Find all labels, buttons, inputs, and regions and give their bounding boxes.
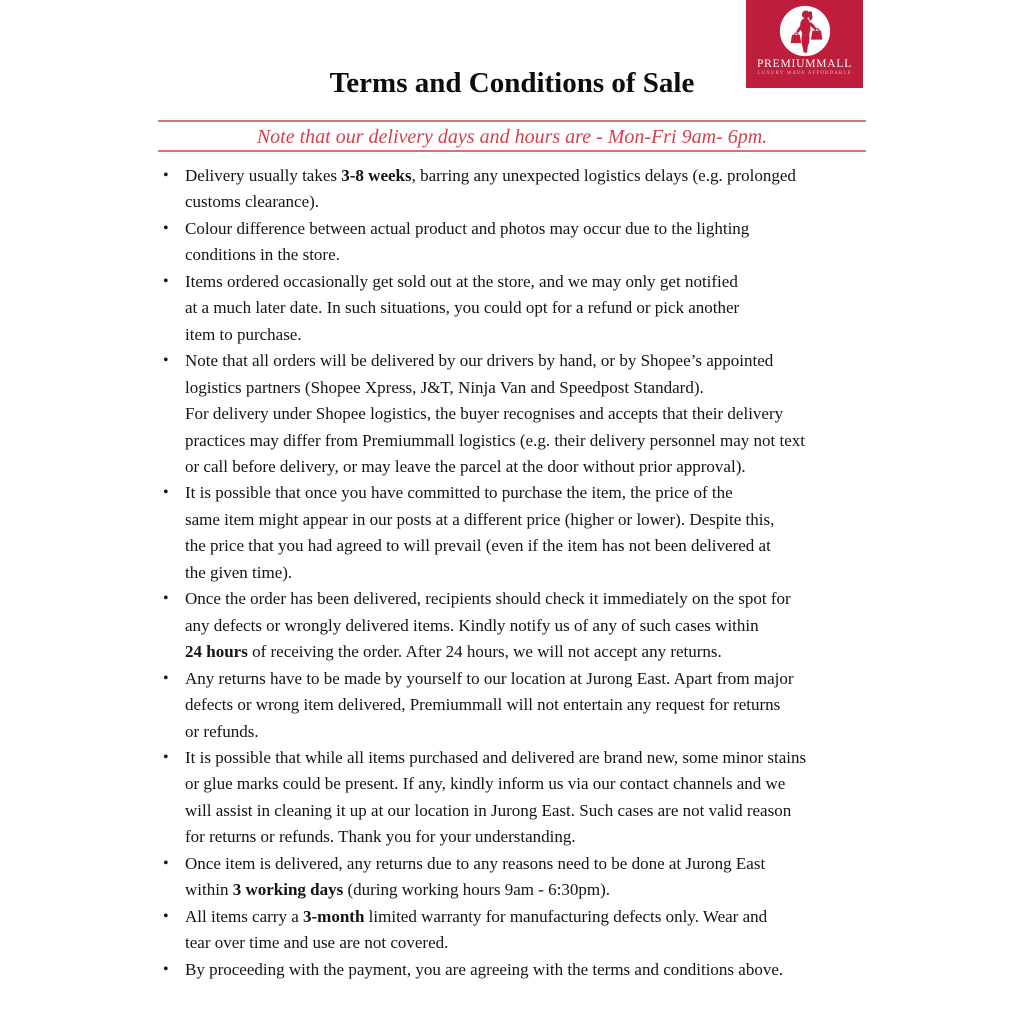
list-item xyxy=(160,480,900,586)
terms-list xyxy=(160,163,900,983)
term-line: For delivery under Shopee logistics, the buyer recognises and accepts that their delivery xyxy=(185,404,784,424)
term-line: logistics partners (Shopee Xpress, J&T, Ninja Van and Speedpost Standard). xyxy=(185,377,704,397)
term-line: or call before delivery, or may leave the parcel at the door without prior approval). xyxy=(185,456,746,476)
term-line: conditions in the store. xyxy=(185,245,340,265)
page-title: Terms and Conditions of Sale xyxy=(329,67,695,99)
term-line: the given time). xyxy=(185,562,293,582)
term-line: practices may differ from Premiummall logistics (e.g. their delivery personnel may not text xyxy=(185,430,806,450)
woman-shopper-icon xyxy=(779,5,831,57)
delivery-notice: Note that our delivery days and hours are - Mon-Fri 9am- 6pm. xyxy=(256,126,768,148)
list-item xyxy=(160,666,900,745)
term-line: item to purchase. xyxy=(185,324,302,344)
term-line: • It is possible that while all items purchased and delivered are brand new, some minor stains xyxy=(185,747,807,767)
term-line: same item might appear in our posts at a different price (higher or lower). Despite this, xyxy=(185,509,775,529)
list-item xyxy=(160,851,900,904)
term-line: • All items carry a 3-month limited warranty for manufacturing defects only. Wear and xyxy=(185,906,768,926)
list-item xyxy=(160,163,900,216)
term-line: within 3 working days (during working hours 9am - 6:30pm). xyxy=(185,880,611,900)
term-line: • Colour difference between actual product and photos may occur due to the lighting xyxy=(185,218,750,238)
list-item xyxy=(160,348,900,480)
list-item xyxy=(160,586,900,665)
term-line: defects or wrong item delivered, Premiummall will not entertain any request for returns xyxy=(185,695,781,715)
term-line: • Once the order has been delivered, recipients should check it immediately on the spot for xyxy=(185,589,791,609)
term-line: for returns or refunds. Thank you for your understanding. xyxy=(185,827,576,847)
term-line: or refunds. xyxy=(185,721,259,741)
term-line: customs clearance). xyxy=(185,192,320,212)
term-line: • By proceeding with the payment, you are agreeing with the terms and conditions above. xyxy=(185,959,784,979)
list-item xyxy=(160,957,900,983)
term-line: or glue marks could be present. If any, kindly inform us via our contact channels and we xyxy=(185,774,786,794)
divider-top xyxy=(158,120,866,122)
term-line: • Once item is delivered, any returns due to any reasons need to be done at Jurong East xyxy=(185,853,766,873)
list-item xyxy=(160,269,900,348)
list-item xyxy=(160,745,900,851)
term-line: 24 hours of receiving the order. After 24 hours, we will not accept any returns. xyxy=(185,642,722,662)
term-line: • Note that all orders will be delivered by our drivers by hand, or by Shopee’s appointed xyxy=(185,351,774,371)
term-line: • It is possible that once you have committed to purchase the item, the price of the xyxy=(185,483,733,503)
term-line: the price that you had agreed to will prevail (even if the item has not been delivered at xyxy=(185,536,771,556)
term-line: • Items ordered occasionally get sold out at the store, and we may only get notified xyxy=(185,271,738,291)
term-line: will assist in cleaning it up at our location in Jurong East. Such cases are not valid reason xyxy=(185,800,792,820)
term-line: • Any returns have to be made by yourself to our location at Jurong East. Apart from major xyxy=(185,668,794,688)
term-line: any defects or wrongly delivered items. Kindly notify us of any of such cases within xyxy=(185,615,759,635)
list-item xyxy=(160,904,900,957)
term-line: tear over time and use are not covered. xyxy=(185,933,449,953)
term-line: at a much later date. In such situations, you could opt for a refund or pick another xyxy=(185,298,740,318)
term-line: • Delivery usually takes 3-8 weeks, barring any unexpected logistics delays (e.g. prolonged xyxy=(185,166,796,185)
brand-name: PREMIUMMALL xyxy=(756,58,853,70)
list-item xyxy=(160,216,900,269)
divider-bottom xyxy=(158,150,866,152)
brand-tagline: LUXURY MADE AFFORDABLE xyxy=(757,71,852,76)
